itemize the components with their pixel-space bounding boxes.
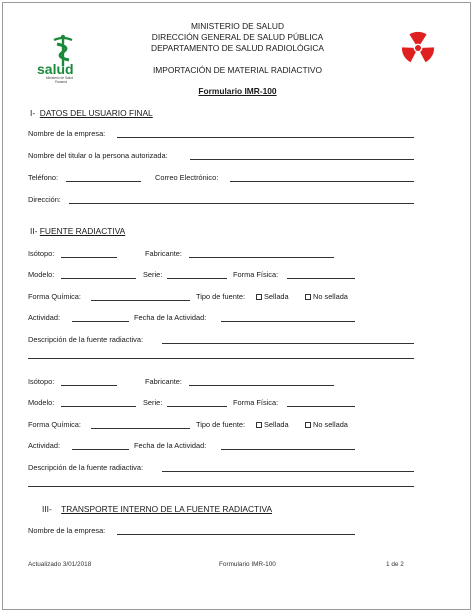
transport-company-label: Nombre de la empresa: <box>28 526 106 535</box>
serial-field[interactable] <box>167 278 227 279</box>
isotope-label: Isótopo: <box>28 249 55 258</box>
activity-label: Actividad: <box>28 313 61 322</box>
serial-field[interactable] <box>167 406 227 407</box>
unsealed-option[interactable] <box>305 292 348 301</box>
section-3-heading <box>42 504 272 514</box>
description-field-line-2[interactable] <box>28 486 414 487</box>
description-field[interactable] <box>162 471 414 472</box>
company-field[interactable] <box>117 137 414 138</box>
serial-label: Serie: <box>143 398 163 407</box>
footer-page: 1 de 2 <box>386 561 404 568</box>
isotope-field[interactable] <box>61 385 117 386</box>
section-1-heading <box>30 108 153 118</box>
section-2-number: II- <box>30 226 38 236</box>
unsealed-checkbox[interactable] <box>305 422 311 428</box>
activity-label: Actividad: <box>28 441 61 450</box>
unsealed-option[interactable] <box>305 420 348 429</box>
sealed-label: Sellada <box>264 420 289 429</box>
transport-company-field[interactable] <box>117 534 355 535</box>
section-2-heading <box>30 226 125 236</box>
chemical-form-field[interactable] <box>91 428 190 429</box>
logo-word: salud <box>37 61 74 77</box>
section-1-number: I- <box>30 108 36 118</box>
physical-form-field[interactable] <box>287 278 355 279</box>
manufacturer-field[interactable] <box>189 385 334 386</box>
unsealed-label: No sellada <box>313 420 348 429</box>
chemical-form-label: Forma Química: <box>28 292 81 301</box>
activity-date-field[interactable] <box>221 321 355 322</box>
description-label: Descripción de la fuente radiactiva: <box>28 335 144 344</box>
address-label: Dirección: <box>28 195 61 204</box>
footer-form: Formulario IMR-100 <box>219 561 276 568</box>
activity-field[interactable] <box>72 321 129 322</box>
isotope-label: Isótopo: <box>28 377 55 386</box>
model-label: Modelo: <box>28 270 55 279</box>
model-field[interactable] <box>61 406 136 407</box>
physical-form-label: Forma Física: <box>233 270 279 279</box>
sealed-option[interactable] <box>256 420 289 429</box>
form-title: Formulario IMR-100 <box>198 86 277 96</box>
direction-title: DIRECCIÓN GENERAL DE SALUD PÚBLICA <box>151 32 324 42</box>
sealed-option[interactable] <box>256 292 289 301</box>
activity-date-label: Fecha de la Actividad: <box>134 313 207 322</box>
footer-updated: Actualizado 3/01/2018 <box>28 561 92 568</box>
sealed-checkbox[interactable] <box>256 294 262 300</box>
section-3-number: III- <box>42 504 52 514</box>
logo-sub1: Ministerio de Salud <box>46 76 74 80</box>
physical-form-label: Forma Física: <box>233 398 279 407</box>
logo-sub2: Panamá <box>55 80 67 84</box>
phone-field[interactable] <box>66 181 141 182</box>
activity-date-label: Fecha de la Actividad: <box>134 441 207 450</box>
activity-date-field[interactable] <box>221 449 355 450</box>
source-type-label: Tipo de fuente: <box>196 420 246 429</box>
description-field[interactable] <box>162 343 414 344</box>
manufacturer-label: Fabricante: <box>145 249 182 258</box>
phone-label: Teléfono: <box>28 173 58 182</box>
serial-label: Serie: <box>143 270 163 279</box>
email-label: Correo Electrónico: <box>155 173 219 182</box>
subject-title: IMPORTACIÓN DE MATERIAL RADIACTIVO <box>152 65 323 75</box>
chemical-form-field[interactable] <box>91 300 190 301</box>
description-field-line-2[interactable] <box>28 358 414 359</box>
model-field[interactable] <box>61 278 136 279</box>
holder-field[interactable] <box>190 159 414 160</box>
activity-field[interactable] <box>72 449 129 450</box>
sealed-label: Sellada <box>264 292 289 301</box>
department-title: DEPARTAMENTO DE SALUD RADIOLÓGICA <box>151 43 324 53</box>
ministry-title: MINISTERIO DE SALUD <box>190 21 285 31</box>
manufacturer-field[interactable] <box>189 257 334 258</box>
section-2-title: FUENTE RADIACTIVA <box>39 226 126 236</box>
section-1-title: DATOS DEL USUARIO FINAL <box>39 108 153 118</box>
model-label: Modelo: <box>28 398 55 407</box>
manufacturer-label: Fabricante: <box>145 377 182 386</box>
address-field[interactable] <box>69 203 414 204</box>
chemical-form-label: Forma Química: <box>28 420 81 429</box>
description-label: Descripción de la fuente radiactiva: <box>28 463 144 472</box>
unsealed-checkbox[interactable] <box>305 294 311 300</box>
isotope-field[interactable] <box>61 257 117 258</box>
source-type-label: Tipo de fuente: <box>196 292 246 301</box>
sealed-checkbox[interactable] <box>256 422 262 428</box>
section-3-title: TRANSPORTE INTERNO DE LA FUENTE RADIACTIVA <box>61 504 273 514</box>
unsealed-label: No sellada <box>313 292 348 301</box>
company-label: Nombre de la empresa: <box>28 129 106 138</box>
holder-label: Nombre del titular o la persona autorizada: <box>28 151 168 160</box>
physical-form-field[interactable] <box>287 406 355 407</box>
email-field[interactable] <box>230 181 414 182</box>
